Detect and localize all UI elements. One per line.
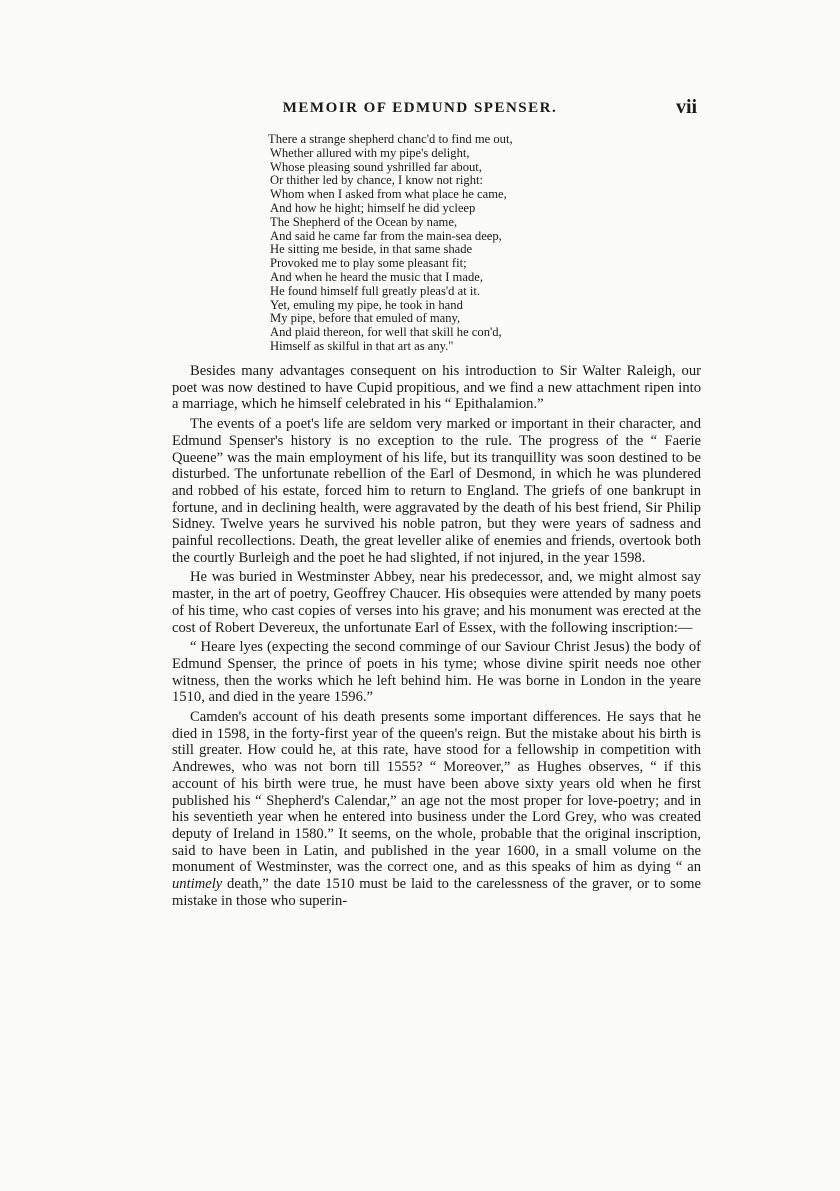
paragraph	[172, 709, 701, 909]
paragraph-text: death,” the date 1510 must be laid to the carelessness of the graver, or to some mistake in those who superin-	[172, 876, 701, 909]
poem-line: The Shepherd of the Ocean by name,	[270, 214, 458, 229]
paragraph: He was buried in Westminster Abbey, near his predecessor, and, we might almost say master, in the art of poetry, Geoffrey Chaucer. His obsequies were attended by many poets of his time, who cast copies of verses into his grave; and his monument was erected at the cost of Robert Devereux, the unfortunate Earl of Essex, with the following inscription:—	[172, 569, 701, 636]
poem-line: He sitting me beside, in that same shade	[270, 242, 473, 257]
poem-excerpt	[268, 133, 708, 354]
poem-line: Whose pleasing sound yshrilled far about,	[270, 159, 482, 174]
poem-line: He found himself full greatly pleas'd at it.	[270, 283, 481, 298]
emphasized-word: untimely	[172, 876, 223, 893]
running-title: MEMOIR OF EDMUND SPENSER.	[282, 100, 558, 116]
paragraph-text: Camden's account of his death presents some important differences. He says that he died in 1598, in the forty-first year of the queen's reign. But the mistake about his birth is still greater. How could he, at this rate, have stood for a fellowship in competition with Andrewes, who was not born till 1555? “ Moreover,” as Hughes observes, “ if this account of his birth were true, he must have been above sixty years old when he first published his “ Shepherd's Calendar,” an age not the most proper for love-poetry; and in his seventieth year when he entered into business under the Lord Grey, who was created deputy of Ireland in 1580.” It seems, on the whole, probable that the original inscription, said to have been in Latin, and published in the year 1600, in a small volume on the monument of Westminster, was the correct one, and as this speaks of him as dying “ an	[172, 709, 701, 876]
inscription-paragraph: “ Heare lyes (expecting the second comminge of our Saviour Christ Jesus) the body of Edmund Spenser, the prince of poets in his tyme; whose divine spirit needs noe other witness, then the works which he left behind him. He was borne in London in the yeare 1510, and died in the yeare 1596.”	[172, 639, 701, 706]
page-number: vii	[676, 96, 698, 118]
poem-line: My pipe, before that emuled of many,	[270, 311, 461, 326]
poem-line: Provoked me to play some pleasant fit;	[270, 256, 467, 271]
poem-line: Himself as skilful in that art as any."	[270, 338, 454, 353]
poem-line: Whom when I asked from what place he came,	[270, 187, 507, 202]
poem-line: There a strange shepherd chanc'd to find me out,	[268, 132, 513, 146]
poem-line: And when he heard the music that I made,	[270, 269, 483, 284]
page-header	[0, 96, 840, 124]
poem-line: And how he hight; himself he did ycleep	[270, 200, 476, 215]
poem-line: And said he came far from the main-sea deep,	[270, 228, 502, 243]
poem-line: Whether allured with my pipe's delight,	[270, 145, 470, 160]
poem-line: Yet, emuling my pipe, he took in hand	[270, 297, 463, 312]
paragraph: Besides many advantages consequent on his introduction to Sir Walter Raleigh, our poet was now destined to have Cupid propitious, and we find a new attachment ripen into a marriage, which he himself celebrated in his “ Epithalamion.”	[172, 363, 701, 413]
poem-line: And plaid thereon, for well that skill he con'd,	[270, 325, 502, 340]
memoir-body	[172, 363, 701, 910]
poem-line: Or thither led by chance, I know not right:	[270, 173, 483, 188]
paragraph: The events of a poet's life are seldom very marked or important in their character, and Edmund Spenser's history is no exception to the rule. The progress of the “ Faerie Queene” was the main employment of his life, but its tranquillity was soon destined to be disturbed. The unfortunate rebellion of the Earl of Desmond, in which he was plundered and robbed of his estate, forced him to return to England. The griefs of one bankrupt in fortune, and in declining health, were aggravated by the death of his best friend, Sir Philip Sidney. Twelve years he survived his noble patron, but they were years of sadness and painful recollections. Death, the great leveller alike of enemies and friends, overtook both the courtly Burleigh and the poet he had slighted, if not injured, in the year 1598.	[172, 416, 701, 566]
